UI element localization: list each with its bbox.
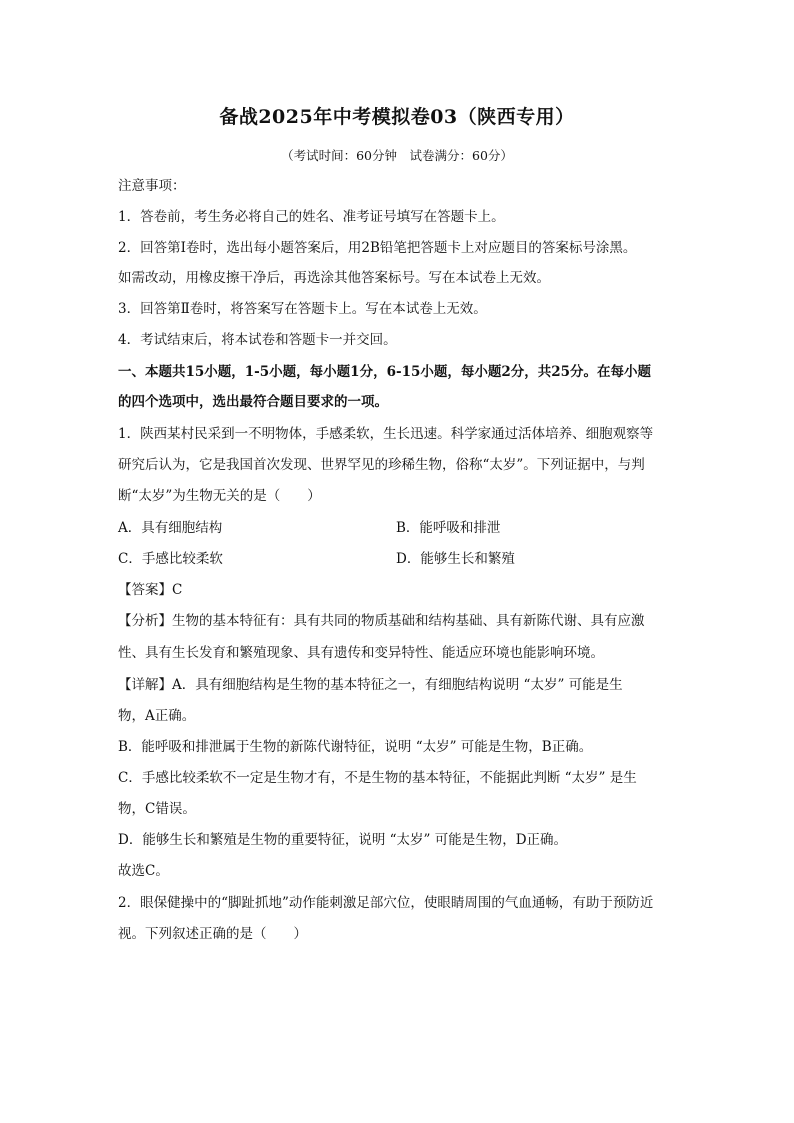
- page-title: 备战2025年中考模拟卷03（陕西专用）: [219, 106, 575, 128]
- notice-item: 1．答卷前，考生务必将自己的姓名、准考证号填写在答题卡上。: [118, 209, 505, 225]
- analysis-text: 【分析】生物的基本特征有：具有共同的物质基础和结构基础、具有新陈代谢、具有应激: [118, 613, 645, 629]
- detail-text: C．手感比较柔软不一定是生物才有，不是生物的基本特征，不能据此判断 “太岁” 是生: [118, 770, 637, 786]
- answer: 【答案】C: [118, 582, 183, 598]
- detail-text: 故选C。: [118, 863, 169, 879]
- question-2-text: 2．眼保健操中的“脚趾抓地”动作能刺激足部穴位，使眼睛周围的气血通畅，有助于预防近: [118, 895, 654, 911]
- notice-item: 如需改动，用橡皮擦干净后，再选涂其他答案标号。写在本试卷上无效。: [118, 270, 550, 286]
- section-heading-cont: 的四个选项中，选出最符合题目要求的一项。: [118, 394, 388, 410]
- detail-text: 物，C错误。: [118, 801, 196, 817]
- detail-text: D．能够生长和繁殖是生物的重要特征，说明 “太岁” 可能是生物，D正确。: [118, 832, 568, 848]
- detail-text: 【详解】A．具有细胞结构是生物的基本特征之一，有细胞结构说明 “太岁” 可能是生: [118, 677, 623, 693]
- notice-item: 4．考试结束后，将本试卷和答题卡一并交回。: [118, 332, 397, 348]
- option-a: A．具有细胞结构: [118, 520, 223, 536]
- analysis-text: 性、具有生长发育和繁殖现象、具有遗传和变异特性、能适应环境也能影响环境。: [118, 645, 604, 661]
- option-c: C．手感比较柔软: [118, 551, 223, 567]
- option-b: B．能呼吸和排泄: [396, 520, 501, 536]
- detail-text: 物，A正确。: [118, 708, 196, 724]
- section-heading: 一、本题共15小题，1-5小题，每小题1分，6-15小题，每小题2分，共25分。在每小题: [118, 364, 652, 380]
- notice-item: 3．回答第Ⅱ卷时，将答案写在答题卡上。写在本试卷上无效。: [118, 301, 487, 317]
- notice-heading: 注意事项：: [118, 178, 186, 194]
- question-2-text: 视。下列叙述正确的是（ ）: [118, 926, 307, 942]
- question-1-text: 1．陕西某村民采到一不明物体，手感柔软，生长迅速。科学家通过活体培养、细胞观察等: [118, 426, 654, 442]
- question-1-text: 断“太岁”为生物无关的是（ ）: [118, 488, 321, 504]
- detail-text: B．能呼吸和排泄属于生物的新陈代谢特征，说明 “太岁” 可能是生物，B正确。: [118, 739, 593, 755]
- option-d: D．能够生长和繁殖: [396, 551, 515, 567]
- exam-info: （考试时间：60分钟 试卷满分：60分）: [281, 148, 513, 163]
- notice-item: 2．回答第Ⅰ卷时，选出每小题答案后，用2B铅笔把答题卡上对应题目的答案标号涂黑。: [118, 240, 637, 256]
- question-1-text: 研究后认为，它是我国首次发现、世界罕见的珍稀生物，俗称“太岁”。下列证据中，与判: [118, 457, 645, 473]
